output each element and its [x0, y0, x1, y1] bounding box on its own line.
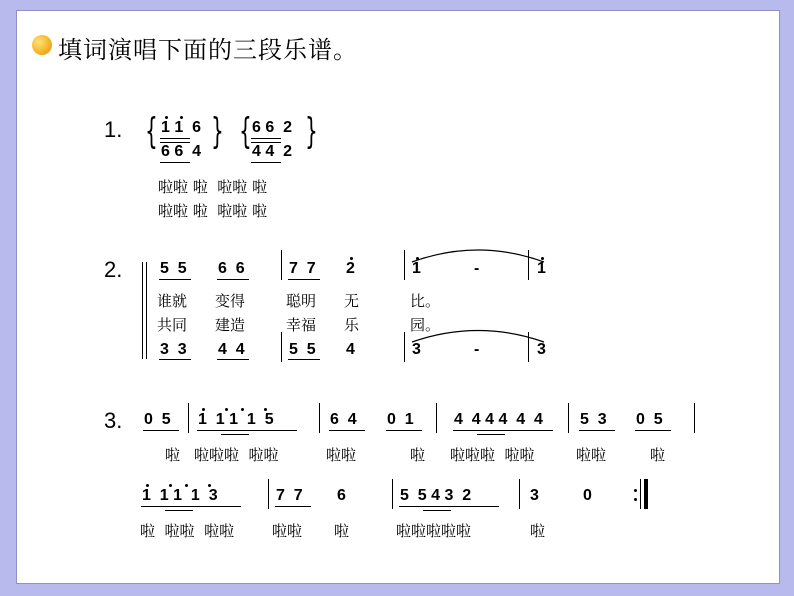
- beam: [160, 162, 190, 163]
- note-group: 5 3: [580, 411, 607, 428]
- lyric: 啦: [530, 522, 546, 540]
- beam: [477, 434, 505, 435]
- barline: [188, 403, 189, 433]
- note: 3: [412, 341, 421, 358]
- barline: [436, 403, 437, 433]
- note: 3: [537, 341, 546, 358]
- lyric: 变得: [215, 292, 246, 310]
- lyric: 建造: [215, 316, 246, 334]
- high-dot: [180, 116, 183, 119]
- note: 4: [346, 341, 355, 358]
- high-dot: [202, 408, 205, 411]
- barline: [694, 403, 695, 433]
- barline: [268, 479, 269, 509]
- lyric: 共同: [157, 316, 188, 334]
- high-dot: [208, 484, 211, 487]
- note-group: 5 5: [289, 341, 316, 358]
- beam: [217, 279, 249, 280]
- note-group: 3 3: [160, 341, 187, 358]
- high-dot: [185, 484, 188, 487]
- note-group: 4 4 4 4 4 4: [454, 411, 543, 428]
- beam: [197, 430, 297, 431]
- bullet-icon: [32, 35, 52, 55]
- lyric: 啦: [650, 446, 666, 464]
- note-group: 5 5 4 3 2: [400, 487, 472, 504]
- tie-arc: [408, 323, 550, 345]
- beam: [251, 142, 281, 143]
- beam: [453, 430, 553, 431]
- high-dot: [165, 116, 168, 119]
- page-title: 填词演唱下面的三段乐谱。: [58, 36, 358, 64]
- lyric: 啦: [165, 446, 181, 464]
- note: 1: [412, 260, 421, 277]
- high-dot: [241, 408, 244, 411]
- beam: [288, 279, 320, 280]
- note-group: 6 4: [330, 411, 357, 428]
- lyric: 啦啦啦 啦啦: [194, 446, 279, 464]
- beam: [275, 506, 311, 507]
- beam: [160, 142, 190, 143]
- section-3-label: 3.: [104, 408, 123, 433]
- beam: [251, 138, 281, 139]
- notes-m2-bottom: 4 4 2: [252, 143, 293, 160]
- note: 0: [583, 487, 592, 504]
- beam: [143, 430, 179, 431]
- system-bar: [146, 262, 147, 359]
- beam: [288, 359, 320, 360]
- lyric: 啦: [334, 522, 350, 540]
- high-dot: [146, 484, 149, 487]
- beam: [159, 279, 191, 280]
- lyric: 啦啦: [576, 446, 607, 464]
- slide: [16, 10, 780, 584]
- barline: [404, 332, 405, 362]
- lyric: 园。: [410, 316, 441, 334]
- note: 2: [346, 260, 355, 277]
- beam: [579, 430, 615, 431]
- note-group: 1 1 1 1 3: [142, 487, 218, 504]
- lyric: 无: [344, 292, 360, 310]
- barline: [281, 332, 282, 362]
- beam: [399, 506, 499, 507]
- beam: [217, 359, 249, 360]
- beam: [423, 510, 451, 511]
- note: 6: [337, 487, 346, 504]
- lyric: 幸福: [286, 316, 317, 334]
- lyric: 啦 啦啦 啦啦: [140, 522, 235, 540]
- section-1-label: 1.: [104, 117, 123, 142]
- note-group: 7 7: [276, 487, 303, 504]
- note-dash: -: [474, 341, 480, 358]
- repeat-dot: [634, 498, 637, 501]
- lyric: 啦啦: [326, 446, 357, 464]
- end-barline-thick: [644, 479, 648, 509]
- system-bar: [142, 262, 143, 359]
- note: 3: [530, 487, 539, 504]
- note-group: 0 1: [387, 411, 414, 428]
- note-group: 7 7: [289, 260, 316, 277]
- note: 1: [537, 260, 546, 277]
- barline: [519, 479, 520, 509]
- lyric: 聪明: [286, 292, 317, 310]
- notes-m1-top: 1 1 6: [161, 119, 202, 136]
- tie-arc: [408, 242, 550, 266]
- beam: [221, 434, 249, 435]
- lyric: 乐: [344, 316, 360, 334]
- high-dot: [264, 408, 267, 411]
- note-group: 0 5: [144, 411, 171, 428]
- note-group: 4 4: [218, 341, 245, 358]
- note-dash: -: [474, 260, 480, 277]
- notes-m1-bottom: 6 6 4: [161, 143, 202, 160]
- lyric: 谁就: [157, 292, 188, 310]
- section-2-label: 2.: [104, 257, 123, 282]
- beam: [141, 506, 241, 507]
- barline: [319, 403, 320, 433]
- high-dot: [350, 257, 353, 260]
- beam: [160, 138, 190, 139]
- barline: [568, 403, 569, 433]
- beam: [251, 162, 281, 163]
- lyric: 比。: [410, 292, 441, 310]
- high-dot: [169, 484, 172, 487]
- lyric: 啦: [410, 446, 426, 464]
- beam: [386, 430, 422, 431]
- lyric: 啦啦啦 啦啦: [450, 446, 535, 464]
- brace-right: }: [305, 111, 318, 152]
- note-group: 6 6: [218, 260, 245, 277]
- high-dot: [225, 408, 228, 411]
- beam: [165, 510, 193, 511]
- beam: [329, 430, 365, 431]
- notes-m2-top: 6 6 2: [252, 119, 293, 136]
- lyric: 啦啦啦啦啦: [396, 522, 472, 540]
- lyrics-line-1: 啦啦 啦 啦啦 啦: [158, 178, 268, 196]
- note-group: 5 5: [160, 260, 187, 277]
- brace-left: {: [239, 111, 252, 152]
- barline: [281, 250, 282, 280]
- lyrics-line-2: 啦啦 啦 啦啦 啦: [158, 202, 268, 220]
- lyric: 啦啦: [272, 522, 303, 540]
- note-group: 0 5: [636, 411, 663, 428]
- end-barline-thin: [640, 479, 641, 509]
- note-group: 1 1 1 1 5: [198, 411, 274, 428]
- barline: [392, 479, 393, 509]
- brace-right: }: [211, 111, 224, 152]
- barline: [404, 250, 405, 280]
- beam: [159, 359, 191, 360]
- beam: [635, 430, 671, 431]
- brace-left: {: [145, 111, 158, 152]
- repeat-dot: [634, 489, 637, 492]
